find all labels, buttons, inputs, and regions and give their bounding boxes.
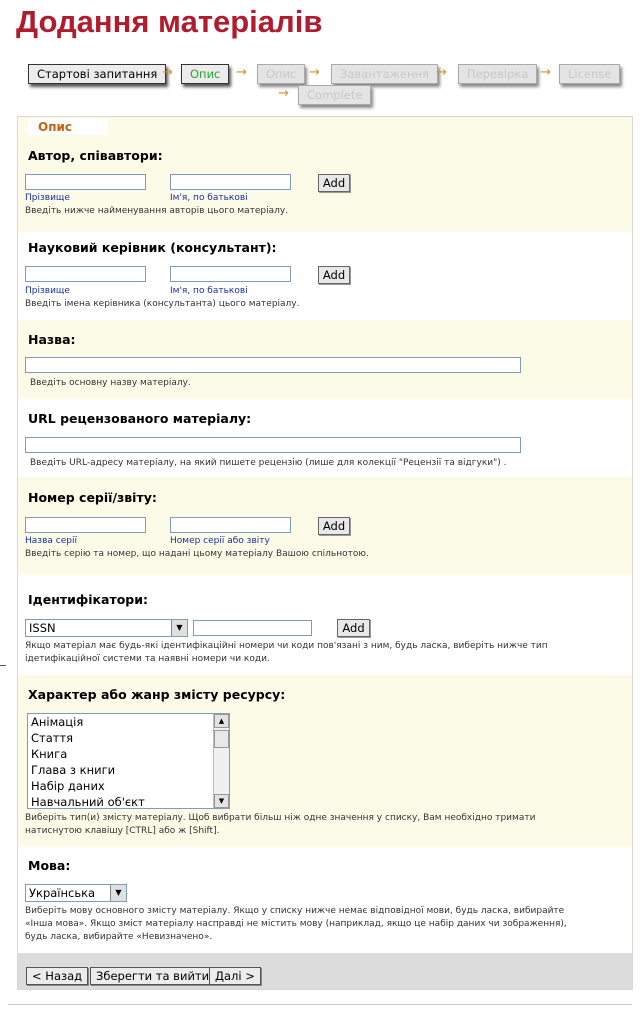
series-section xyxy=(18,477,632,575)
progress-arrow-icon: → xyxy=(309,65,320,80)
advisor-add-button[interactable]: Add xyxy=(318,266,350,284)
title-label: Назва: xyxy=(28,332,76,347)
progress-step-complete: Complete xyxy=(298,85,371,105)
genre-scrollbar[interactable] xyxy=(213,714,229,808)
advisor-label: Науковий керівник (консультант): xyxy=(28,240,277,255)
author-last-name-input[interactable] xyxy=(25,174,146,190)
progress-arrow-icon: → xyxy=(540,65,551,80)
progress-step-describe-1[interactable]: Опис xyxy=(181,64,229,84)
language-select[interactable] xyxy=(25,884,127,902)
author-first-name-caption: Ім'я, по батькові xyxy=(170,193,248,203)
url-label: URL рецензованого матеріалу: xyxy=(28,411,252,426)
url-input[interactable] xyxy=(25,437,521,453)
author-label: Автор, співавтори: xyxy=(28,148,163,163)
url-section xyxy=(18,399,632,477)
progress-arrow-icon: → xyxy=(436,65,447,80)
author-last-name-caption: Прізвище xyxy=(25,193,70,203)
genre-option[interactable]: Анімація xyxy=(31,715,84,729)
advisor-last-name-caption: Прізвище xyxy=(25,286,70,296)
identifier-type-value: ISSN xyxy=(29,621,56,635)
progress-step-upload: Завантаження xyxy=(331,64,438,84)
margin-tick xyxy=(0,665,6,666)
series-label: Номер серії/звіту: xyxy=(28,490,157,505)
progress-step-start[interactable]: Стартові запитання xyxy=(28,64,166,84)
scroll-down-icon[interactable]: ▼ xyxy=(214,794,229,808)
progress-arrow-icon: → xyxy=(162,65,173,80)
progress-arrow-icon: → xyxy=(278,86,289,101)
progress-step-license: License xyxy=(559,64,620,84)
series-number-input[interactable] xyxy=(170,517,291,533)
back-button[interactable]: < Назад xyxy=(26,967,88,985)
progress-step-describe-2: Опис xyxy=(257,64,305,84)
language-value: Українська xyxy=(29,886,96,900)
page-title: Додання матеріалів xyxy=(16,4,323,39)
scroll-thumb[interactable] xyxy=(214,730,229,748)
author-first-name-input[interactable] xyxy=(170,174,291,190)
submission-form xyxy=(17,116,633,990)
progress-step-verify: Перевірка xyxy=(458,64,537,84)
progress-bar xyxy=(28,64,628,112)
author-add-button[interactable]: Add xyxy=(318,174,350,192)
form-footer xyxy=(18,953,632,989)
identifiers-hint: Якщо матеріал має будь-які ідентифікаційні номери чи коди пов'язані з ним, будь ласка, виберіть нижче тип ідетифікаційної системи та наявні номери чи коди. xyxy=(25,641,548,664)
series-hint: Введіть серію та номер, що надані цьому матеріалу Вашою спільнотою. xyxy=(25,549,369,559)
identifier-type-select[interactable] xyxy=(25,619,188,637)
identifier-add-button[interactable]: Add xyxy=(337,619,370,637)
author-section xyxy=(18,135,632,232)
genre-label: Характер або жанр змісту ресурсу: xyxy=(28,687,286,702)
author-hint: Введіть нижче найменування авторів цього матеріалу. xyxy=(25,206,289,216)
title-section xyxy=(18,320,632,399)
series-add-button[interactable]: Add xyxy=(318,517,350,535)
title-hint: Введіть основну назву матеріалу. xyxy=(30,378,191,388)
genre-option[interactable]: Глава з книги xyxy=(31,763,116,777)
url-hint: Введіть URL-адресу матеріалу, на який пишете рецензію (лише для колекції "Рецензії та відгуки") . xyxy=(30,458,507,468)
genre-hint: Виберіть тип(и) змісту матеріалу. Щоб вибрати більш ніж одне значення у списку, Вам необхідно тримати натиснутою клавішу [CTRL] або ж [Shift]. xyxy=(25,813,536,836)
advisor-last-name-input[interactable] xyxy=(25,266,146,282)
tab-strip xyxy=(18,117,632,135)
series-number-caption: Номер серії або звіту xyxy=(170,536,270,546)
advisor-first-name-input[interactable] xyxy=(170,266,291,282)
chevron-down-icon: ▼ xyxy=(110,885,126,901)
identifiers-label: Ідентифікатори: xyxy=(28,592,149,607)
title-input[interactable] xyxy=(25,357,521,373)
language-label: Мова: xyxy=(28,858,71,873)
language-section xyxy=(18,847,632,953)
tab-describe[interactable]: Опис xyxy=(28,119,108,135)
divider xyxy=(8,1004,632,1005)
progress-arrow-icon: → xyxy=(236,65,247,80)
save-exit-button[interactable]: Зберегти та вийти xyxy=(90,967,215,985)
genre-section xyxy=(18,675,632,847)
scroll-up-icon[interactable]: ▲ xyxy=(214,714,229,728)
genre-option[interactable]: Стаття xyxy=(31,731,74,745)
next-button[interactable]: Далі > xyxy=(209,967,261,985)
advisor-first-name-caption: Ім'я, по батькові xyxy=(170,286,248,296)
genre-listbox[interactable] xyxy=(27,713,230,809)
advisor-section xyxy=(18,232,632,320)
chevron-down-icon: ▼ xyxy=(171,620,187,636)
series-name-caption: Назва серії xyxy=(25,536,77,546)
series-name-input[interactable] xyxy=(25,517,146,533)
identifier-value-input[interactable] xyxy=(193,620,312,636)
genre-option[interactable]: Книга xyxy=(31,747,68,761)
genre-option[interactable]: Набір даних xyxy=(31,779,105,793)
identifiers-section xyxy=(18,575,632,675)
advisor-hint: Введіть імена керівника (консультанта) цього матеріалу. xyxy=(25,299,300,309)
genre-option[interactable]: Навчальний об'єкт xyxy=(31,795,145,809)
language-hint: Виберіть мову основного змісту матеріалу. Якщо у списку нижче немає відповідної мови, будь ласка, вибирайте «Інша мова». Якщо зміст матеріалу насправді не містить мову (наприклад, якщо це набір даних чи зображення), будь ласка, вибирайте «Невизначено». xyxy=(25,906,567,942)
